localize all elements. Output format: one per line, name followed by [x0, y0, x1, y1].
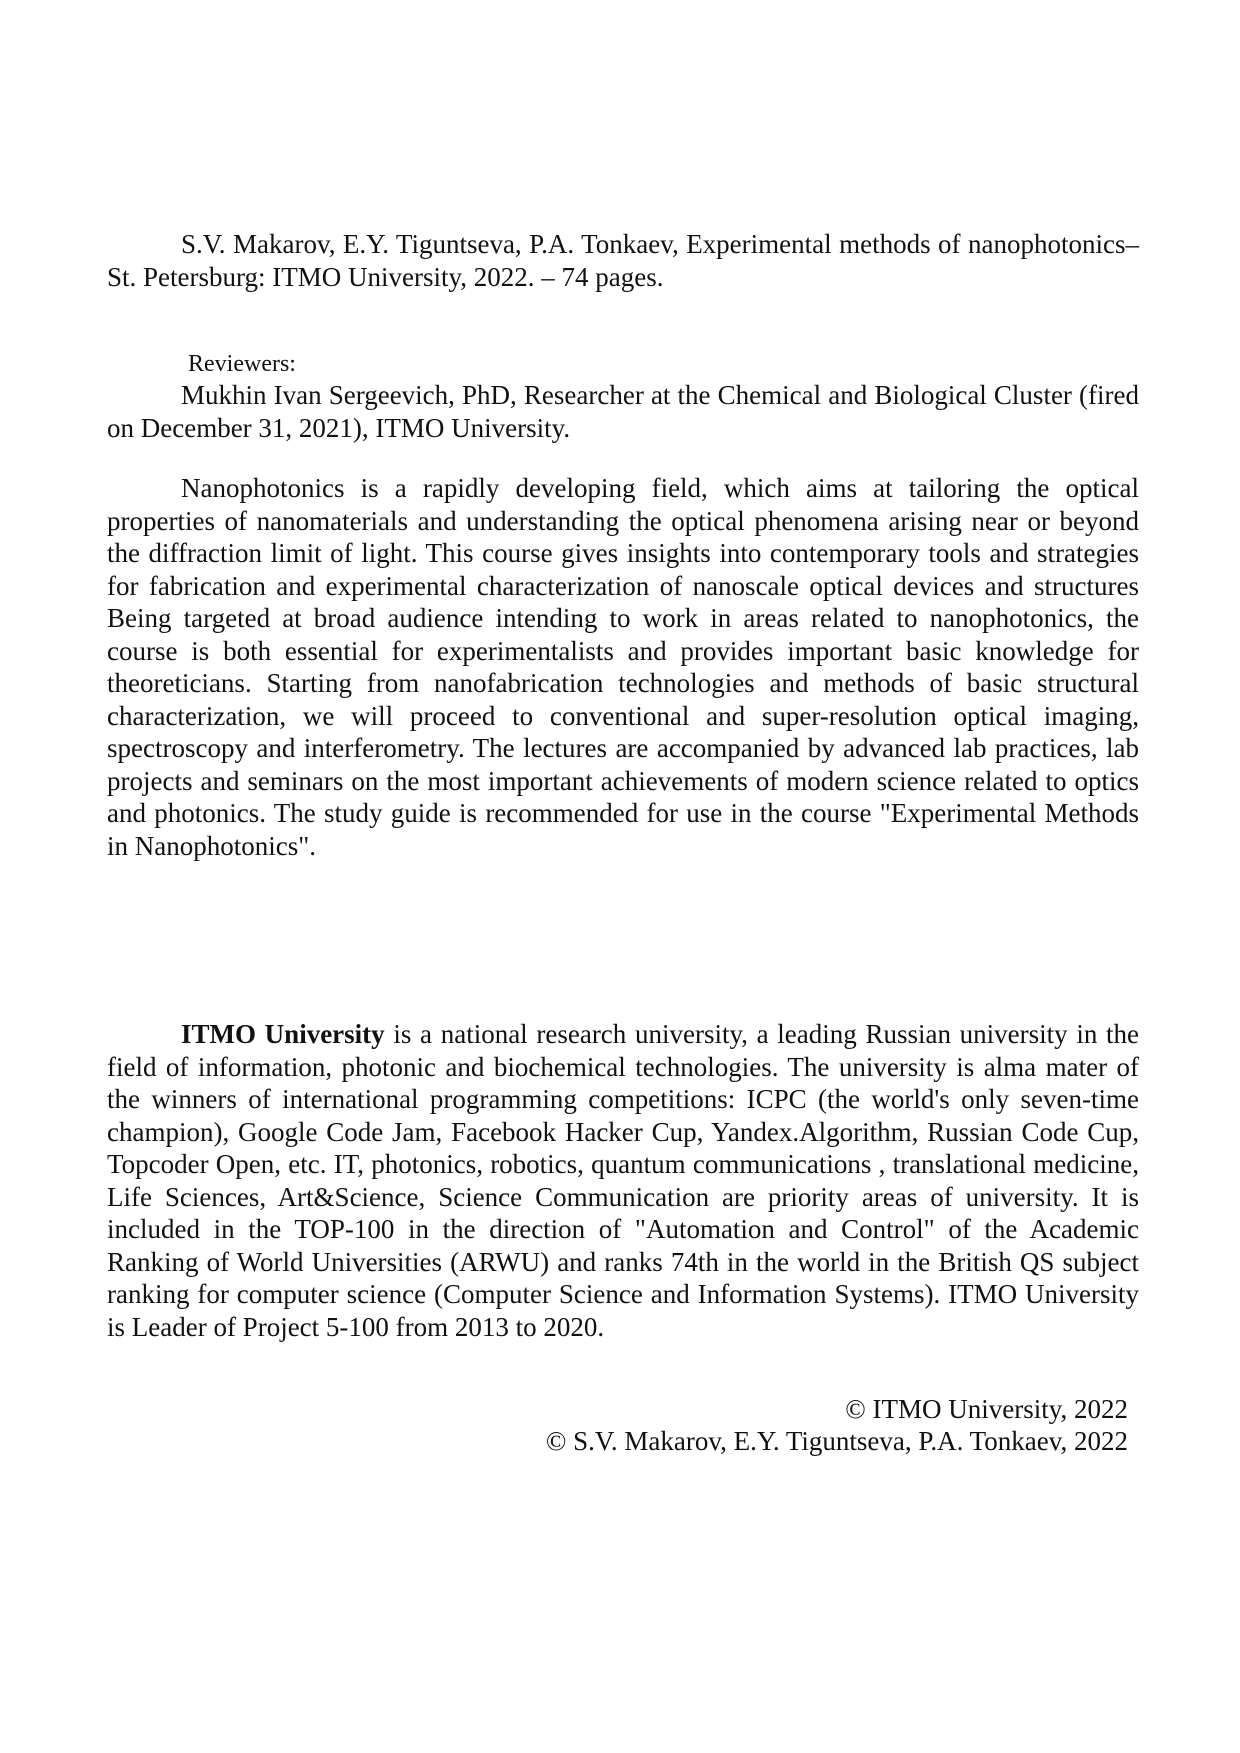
copyright-authors: © S.V. Makarov, E.Y. Tiguntseva, P.A. Tonkaev, 2022	[545, 1426, 1128, 1456]
reviewer-entry: Mukhin Ivan Sergeevich, PhD, Researcher at the Chemical and Biological Cluster (fired on December 31, 2021), ITMO University.	[107, 380, 1139, 443]
course-abstract: Nanophotonics is a rapidly developing field, which aims at tailoring the optical properties of nanomaterials and understanding the optical phenomena arising near or beyond the diffraction limit of light. This course gives insights into contemporary tools and strategies for fabrication and experimental characterization of nanoscale optical devices and structures Being targeted at broad audience intending to work in areas related to nanophotonics, the course is both essential for experimentalists and provides important basic knowledge for theoreticians. Starting from nanofabrication technologies and methods of basic structural characterization, we will proceed to conventional and super-resolution optical imaging, spectroscopy and interferometry. The lectures are accompanied by advanced lab practices, lab projects and seminars on the most important achievements of modern science related to optics and photonics. The study guide is recommended for use in the course "Experimental Methods in Nanophotonics".	[107, 473, 1139, 861]
reviewers-label: Reviewers:	[188, 351, 296, 377]
bibliographic-citation: S.V. Makarov, E.Y. Tiguntseva, P.A. Tonkaev, Experimental methods of nanophotonics– St. Petersburg: ITMO University, 2022. – 74 pages.	[107, 229, 1139, 292]
copyright-university: © ITMO University, 2022	[845, 1394, 1128, 1424]
university-description	[107, 1018, 1139, 1343]
university-name: ITMO University	[181, 1019, 385, 1049]
university-description-text: is a national research university, a leading Russian university in the field of information, photonic and biochemical technologies. The university is alma mater of the winners of international programming competitions: ICPC (the world's only seven-time champion), Google Code Jam, Facebook Hacker Cup, Yandex.Algorithm, Russian Code Cup, Topcoder Open, etc. IT, photonics, robotics, quantum communications , translational medicine, Life Sciences, Art&Science, Science Communication are priority areas of university. It is included in the TOP-100 in the direction of "Automation and Control" of the Academic Ranking of World Universities (ARWU) and ranks 74th in the world in the British QS subject ranking for computer science (Computer Science and Information Systems). ITMO University is Leader of Project 5-100 from 2013 to 2020.	[107, 1019, 1139, 1342]
